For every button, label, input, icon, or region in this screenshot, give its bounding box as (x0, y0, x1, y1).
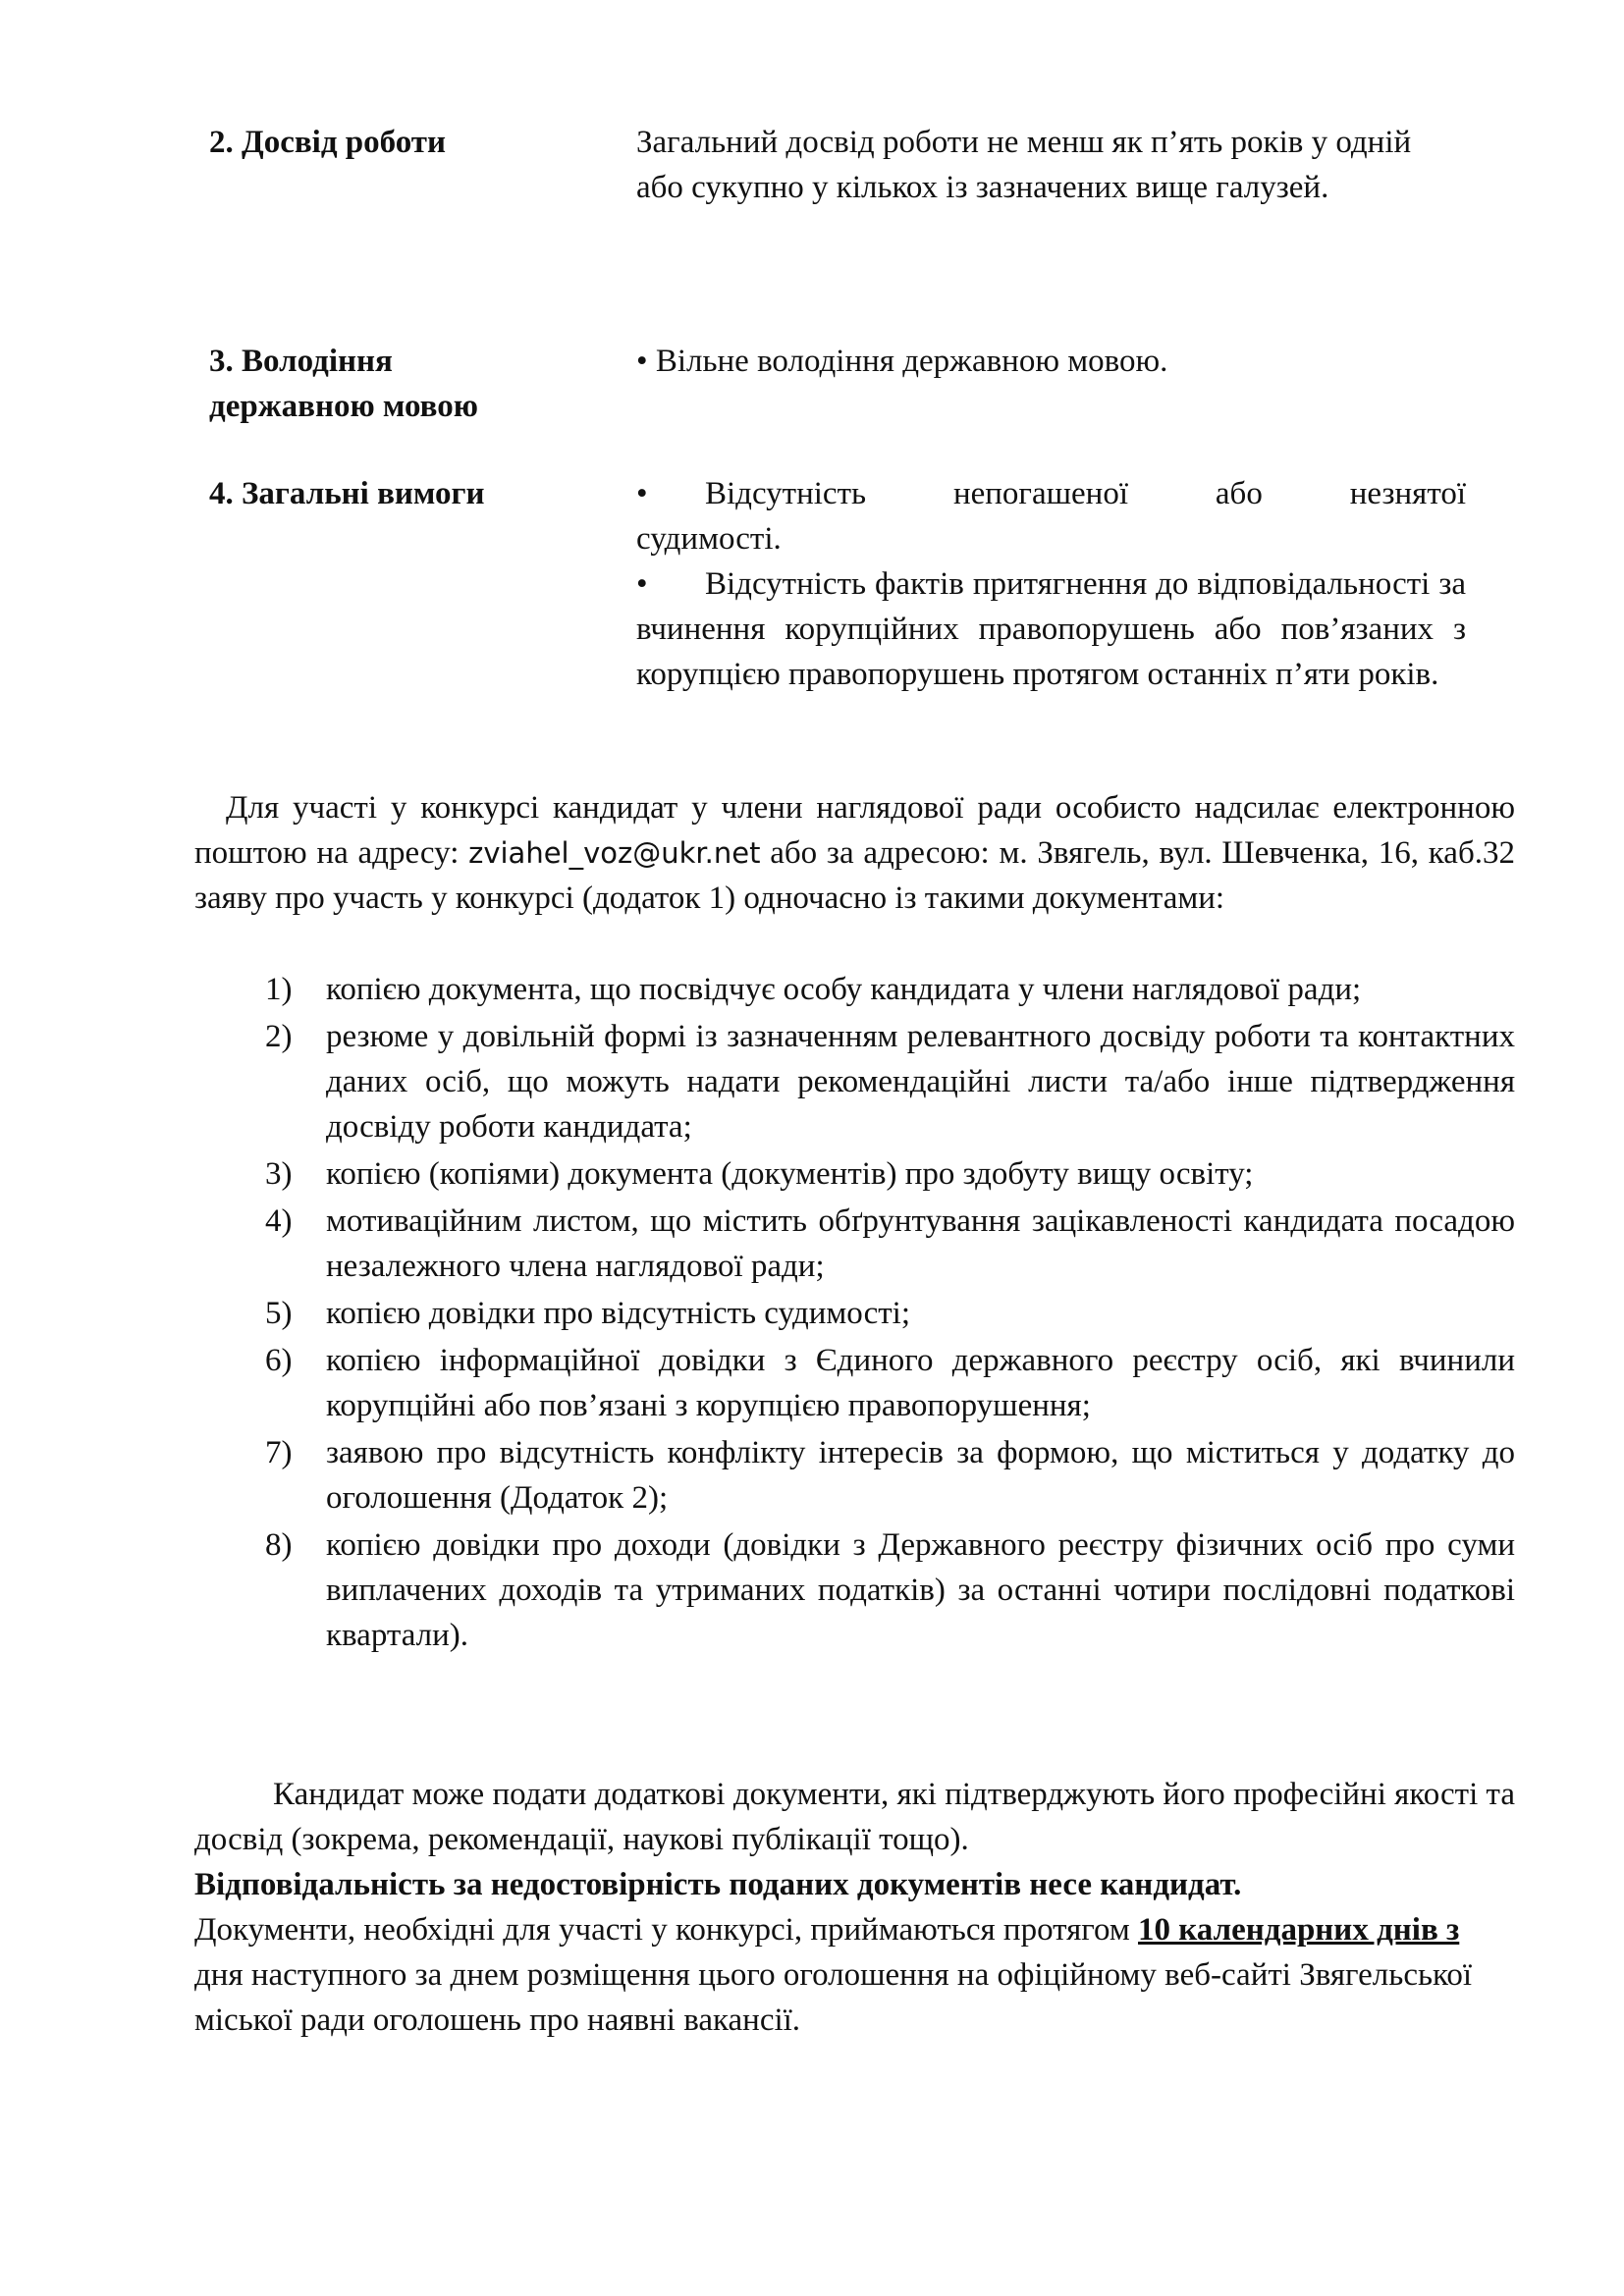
list-item: 2) резюме у довільній формі із зазначенням релевантного досвіду роботи та контактних даних осіб, що можуть надати рекомендаційні листи та/або інше підтвердження досвіду роботи кандидата; (265, 1019, 1515, 1145)
bullet-icon: • (636, 566, 648, 602)
responsibility-note: Відповідальність за недостовірність поданих документів несе кандидат. (194, 1867, 1242, 1902)
requirement-bullet: • Відсутність непогашеної або незнятої судимості. (636, 471, 1466, 561)
requirement-bullets (636, 471, 1466, 697)
list-item: 3) копією (копіями) документа (документів) про здобуту вищу освіту; (265, 1156, 1254, 1192)
list-item: 5) копією довідки про відсутність судимості; (265, 1296, 910, 1331)
documents-list (265, 967, 1515, 1660)
requirement-label: 2. Досвід роботи (209, 125, 446, 160)
bullet-icon: • (636, 476, 648, 511)
list-item: 7) заявою про відсутність конфлікту інтересів за формою, що міститься у додатку до оголошення (Додаток 2); (265, 1435, 1515, 1516)
list-item: 6) копією інформаційної довідки з Єдиного державного реєстру осіб, які вчинили корупційні або пов’язані з корупцією правопорушення; (265, 1343, 1515, 1423)
requirement-label: 3. Володіння державною мовою (209, 344, 478, 424)
deadline-text: 10 календарних днів з (1138, 1912, 1460, 1948)
closing-paragraph: Кандидат може подати додаткові документи, які підтверджують його професійні якості та досвід (зокрема, рекомендації, наукові публікації тощо). Відповідальність за недостовірність поданих документів несе кандидат. Документи, необхідні для участі у конкурсі, приймаються протягом 10 календарних днів з дня наступного за днем розміщення цього оголошення на офіційному веб-сайті Звягельської міської ради оголошень про наявні вакансії. (194, 1777, 1515, 2038)
list-item: 1) копією документа, що посвідчує особу кандидата у члени наглядової ради; (265, 972, 1362, 1007)
bullet-icon: • (636, 344, 648, 379)
requirement-text: Загальний досвід роботи не менш як п’ять років у одній або сукупно у кількох із зазначених вище галузей. (636, 125, 1412, 205)
requirement-bullet: • Вільне володіння державною мовою. (636, 344, 1168, 379)
list-item: 4) мотиваційним листом, що містить обґрунтування зацікавленості кандидата посадою незалежного члена наглядової ради; (265, 1203, 1515, 1284)
intro-paragraph: Для участі у конкурсі кандидат у члени наглядової ради особисто надсилає електронною поштою на адресу: zviahel_voz@ukr.net або за адресою: м. Звягель, вул. Шевченка, 16, каб.32 заяву про участь у конкурсі (додаток 1) одночасно із такими документами: (194, 790, 1515, 916)
email-address: zviahel_voz@ukr.net (468, 836, 761, 870)
requirement-bullet: • Відсутність фактів притягнення до відповідальності за вчинення корупційних правопорушень або пов’язаних з корупцією правопорушень протягом останніх п’яти років. (636, 561, 1466, 697)
list-item: 8) копією довідки про доходи (довідки з Державного реєстру фізичних осіб про суми виплачених доходів та утриманих податків) за останні чотири послідовні податкові квартали). (265, 1527, 1515, 1653)
requirement-label: 4. Загальні вимоги (209, 476, 485, 511)
